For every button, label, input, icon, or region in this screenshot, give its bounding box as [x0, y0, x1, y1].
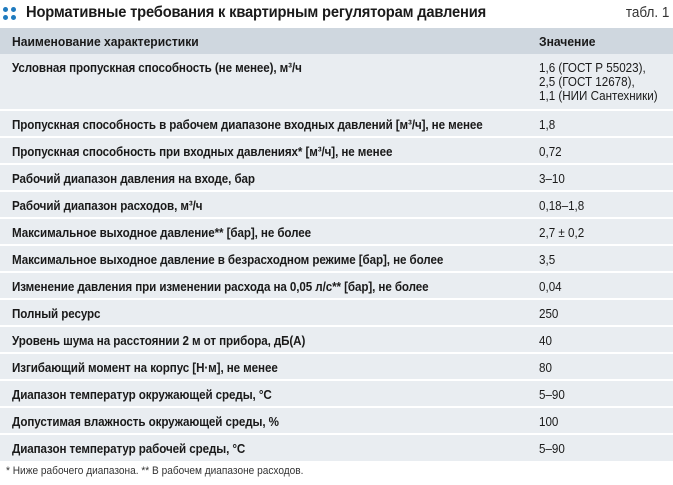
table-title: Нормативные требования к квартирным регуляторам давления — [26, 4, 486, 21]
table-row — [0, 434, 673, 461]
table-body — [0, 54, 673, 461]
row-name: Рабочий диапазон расходов, м³/ч — [0, 191, 527, 218]
row-name: Изменение давления при изменении расхода на 0,05 л/с** [бар], не более — [0, 272, 527, 299]
row-name: Диапазон температур рабочей среды, °С — [0, 434, 527, 461]
table-row — [0, 326, 673, 353]
row-value: 2,7 ± 0,2 — [527, 218, 673, 245]
row-value: 3,5 — [527, 245, 673, 272]
row-name: Диапазон температур окружающей среды, °С — [0, 380, 527, 407]
row-value: 0,18–1,8 — [527, 191, 673, 218]
table-footnote: * Ниже рабочего диапазона. ** В рабочем диапазоне расходов. — [6, 465, 304, 477]
row-value: 1,6 (ГОСТ Р 55023), 2,5 (ГОСТ 12678), 1,1 (НИИ Сантехники) — [539, 61, 658, 103]
row-name: Рабочий диапазон давления на входе, бар — [0, 164, 527, 191]
row-name: Полный ресурс — [0, 299, 527, 326]
table-row — [0, 110, 673, 137]
row-value: 0,04 — [527, 272, 673, 299]
requirements-table — [0, 28, 673, 461]
row-name: Максимальное выходное давление** [бар], не более — [0, 218, 527, 245]
table-row — [0, 407, 673, 434]
row-value: 100 — [527, 407, 673, 434]
row-value: 1,8 — [527, 110, 673, 137]
table-row — [0, 191, 673, 218]
table-row — [0, 299, 673, 326]
row-name: Максимальное выходное давление в безрасходном режиме [бар], не более — [0, 245, 527, 272]
row-value: 5–90 — [527, 434, 673, 461]
table-row — [0, 380, 673, 407]
row-value: 3–10 — [527, 164, 673, 191]
table-row — [0, 218, 673, 245]
table-row — [0, 353, 673, 380]
row-name: Допустимая влажность окружающей среды, % — [0, 407, 527, 434]
row-value: 250 — [527, 299, 673, 326]
row-name: Пропускная способность в рабочем диапазоне входных давлений [м³/ч], не менее — [0, 110, 527, 137]
table-title-bar — [0, 0, 673, 26]
row-name: Условная пропускная способность (не менее), м³/ч — [12, 61, 302, 75]
table-row — [0, 164, 673, 191]
column-header-name: Наименование характеристики — [12, 34, 199, 49]
table-row — [0, 54, 673, 110]
row-name: Пропускная способность при входных давлениях* [м³/ч], не менее — [0, 137, 527, 164]
row-value: 0,72 — [527, 137, 673, 164]
row-name: Уровень шума на расстоянии 2 м от прибора, дБ(А) — [0, 326, 527, 353]
table-number-label: табл. 1 — [625, 4, 669, 21]
table-header-row — [0, 28, 673, 54]
row-value: 80 — [527, 353, 673, 380]
table-row — [0, 245, 673, 272]
dots-grid-icon — [3, 7, 17, 19]
row-value: 5–90 — [527, 380, 673, 407]
table-row — [0, 137, 673, 164]
row-name: Изгибающий момент на корпус [Н·м], не менее — [0, 353, 527, 380]
column-header-value: Значение — [539, 34, 596, 49]
table-row — [0, 272, 673, 299]
row-value: 40 — [527, 326, 673, 353]
